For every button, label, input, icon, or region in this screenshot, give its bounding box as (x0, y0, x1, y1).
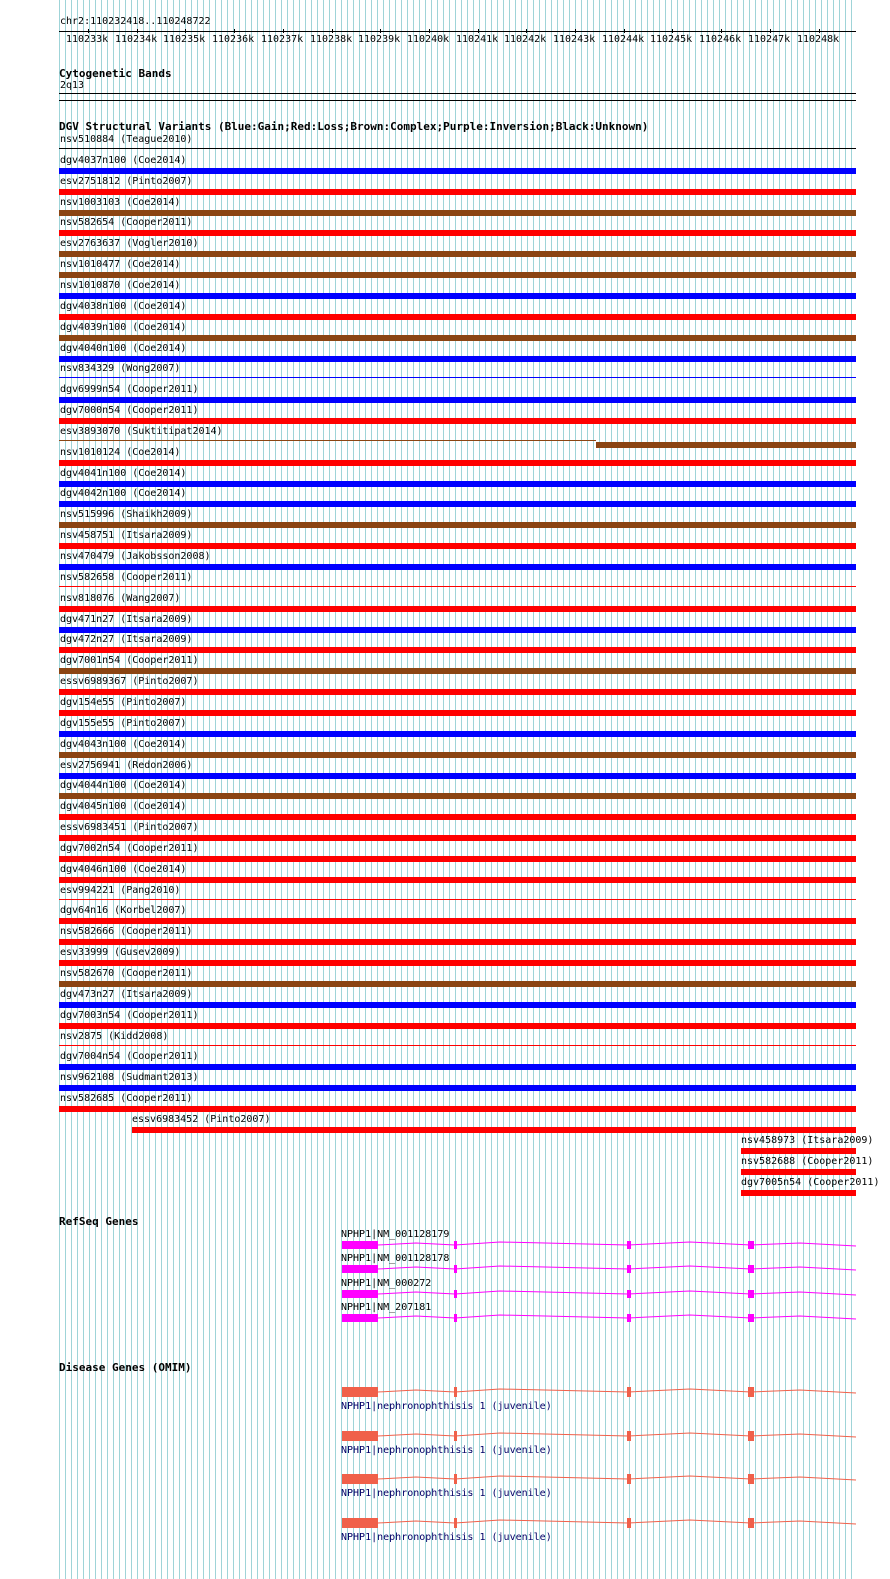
ruler-tick-label: 110247k (748, 34, 791, 45)
variant-label[interactable]: dgv4043n100 (Coe2014) (60, 739, 187, 750)
variant-label[interactable]: dgv4039n100 (Coe2014) (60, 322, 187, 333)
variant-label[interactable]: nsv582685 (Cooper2011) (60, 1093, 193, 1104)
ruler-tick-label: 110236k (212, 34, 255, 45)
exon (748, 1518, 754, 1528)
variant-label[interactable]: dgv473n27 (Itsara2009) (60, 989, 193, 1000)
variant-label[interactable]: esv994221 (Pang2010) (60, 885, 181, 896)
ruler-tick-label: 110238k (310, 34, 353, 45)
variant-label[interactable]: dgv472n27 (Itsara2009) (60, 634, 193, 645)
variant-label[interactable]: esv33999 (Gusev2009) (60, 947, 181, 958)
variant-label[interactable]: dgv4040n100 (Coe2014) (60, 343, 187, 354)
variant-label[interactable]: dgv471n27 (Itsara2009) (60, 614, 193, 625)
variant-label[interactable]: dgv4045n100 (Coe2014) (60, 801, 187, 812)
variant-label[interactable]: dgv6999n54 (Cooper2011) (60, 384, 199, 395)
variant-label[interactable]: nsv1003103 (Coe2014) (60, 197, 181, 208)
exon (454, 1518, 457, 1528)
exon (627, 1518, 631, 1528)
refseq-gene-label[interactable]: NPHP1|NM_001128178 (341, 1253, 450, 1264)
variant-label[interactable]: nsv582666 (Cooper2011) (60, 926, 193, 937)
variant-label[interactable]: nsv515996 (Shaikh2009) (60, 509, 193, 520)
variant-label[interactable]: nsv2875 (Kidd2008) (60, 1031, 169, 1042)
exon (342, 1518, 378, 1528)
variant-label[interactable]: dgv7003n54 (Cooper2011) (60, 1010, 199, 1021)
variant-label[interactable]: nsv834329 (Wong2007) (60, 363, 181, 374)
variant-label[interactable]: nsv1010870 (Coe2014) (60, 280, 181, 291)
variant-label[interactable]: nsv470479 (Jakobsson2008) (60, 551, 211, 562)
variant-label[interactable]: dgv4038n100 (Coe2014) (60, 301, 187, 312)
variant-label[interactable]: nsv962108 (Sudmant2013) (60, 1072, 199, 1083)
ruler-tick-label: 110237k (261, 34, 304, 45)
refseq-title: RefSeq Genes (59, 1215, 139, 1228)
ruler-location: chr2:110232418..110248722 (60, 16, 211, 27)
refseq-gene-label[interactable]: NPHP1|NM_001128179 (341, 1229, 450, 1240)
variant-label[interactable]: nsv510884 (Teague2010) (60, 134, 193, 145)
variant-label[interactable]: nsv1010124 (Coe2014) (60, 447, 181, 458)
variant-label[interactable]: essv6983452 (Pinto2007) (132, 1114, 271, 1125)
variant-label[interactable]: nsv582688 (Cooper2011) (741, 1156, 874, 1167)
ruler-tick-label: 110241k (456, 34, 499, 45)
dgv-title: DGV Structural Variants (Blue:Gain;Red:Loss;Brown:Complex;Purple:Inversion;Black:Unknown) (59, 120, 649, 133)
variant-label[interactable]: esv2756941 (Redon2006) (60, 760, 193, 771)
variant-label[interactable]: nsv458751 (Itsara2009) (60, 530, 193, 541)
variant-label[interactable]: dgv154e55 (Pinto2007) (60, 697, 187, 708)
omim-gene-label[interactable]: NPHP1|nephronophthisis 1 (juvenile) (341, 1401, 552, 1412)
variant-label[interactable]: dgv4046n100 (Coe2014) (60, 864, 187, 875)
variant-label[interactable]: nsv582654 (Cooper2011) (60, 217, 193, 228)
omim-gene-label[interactable]: NPHP1|nephronophthisis 1 (juvenile) (341, 1445, 552, 1456)
variant-label[interactable]: dgv7005n54 (Cooper2011) (741, 1177, 880, 1188)
ruler-tick-label: 110245k (650, 34, 693, 45)
variant-label[interactable]: nsv1010477 (Coe2014) (60, 259, 181, 270)
ruler-tick-label: 110235k (163, 34, 206, 45)
intron-line (378, 1520, 856, 1524)
variant-label[interactable]: dgv4042n100 (Coe2014) (60, 488, 187, 499)
variant-label[interactable]: essv6983451 (Pinto2007) (60, 822, 199, 833)
variant-label[interactable]: dgv7000n54 (Cooper2011) (60, 405, 199, 416)
variant-label[interactable]: nsv818076 (Wang2007) (60, 593, 181, 604)
refseq-gene-label[interactable]: NPHP1|NM_000272 (341, 1278, 432, 1289)
variant-label[interactable]: dgv7004n54 (Cooper2011) (60, 1051, 199, 1062)
ruler-tick-label: 110240k (407, 34, 450, 45)
ruler-tick-label: 110244k (602, 34, 645, 45)
variant-label[interactable]: nsv458973 (Itsara2009) (741, 1135, 874, 1146)
variant-label[interactable]: dgv155e55 (Pinto2007) (60, 718, 187, 729)
variant-label[interactable]: nsv582670 (Cooper2011) (60, 968, 193, 979)
ruler-tick-label: 110234k (115, 34, 158, 45)
ruler-tick-label: 110248k (797, 34, 840, 45)
ruler-tick-label: 110233k (66, 34, 109, 45)
refseq-gene-label[interactable]: NPHP1|NM_207181 (341, 1302, 432, 1313)
variant-label[interactable]: dgv7002n54 (Cooper2011) (60, 843, 199, 854)
variant-label[interactable]: dgv4041n100 (Coe2014) (60, 468, 187, 479)
variant-label[interactable]: essv6989367 (Pinto2007) (60, 676, 199, 687)
omim-gene-label[interactable]: NPHP1|nephronophthisis 1 (juvenile) (341, 1488, 552, 1499)
variant-label[interactable]: nsv582658 (Cooper2011) (60, 572, 193, 583)
ruler-tick-label: 110242k (504, 34, 547, 45)
omim-title: Disease Genes (OMIM) (59, 1361, 192, 1374)
cytoband-title: Cytogenetic Bands (59, 67, 172, 80)
variant-label[interactable]: dgv7001n54 (Cooper2011) (60, 655, 199, 666)
ruler-tick-label: 110243k (553, 34, 596, 45)
variant-label[interactable]: dgv4037n100 (Coe2014) (60, 155, 187, 166)
variant-label[interactable]: esv3893070 (Suktitipat2014) (60, 426, 223, 437)
variant-label[interactable]: dgv4044n100 (Coe2014) (60, 780, 187, 791)
ruler-tick-label: 110239k (358, 34, 401, 45)
ruler-tick-label: 110246k (699, 34, 742, 45)
omim-gene-label[interactable]: NPHP1|nephronophthisis 1 (juvenile) (341, 1532, 552, 1543)
variant-label[interactable]: esv2763637 (Vogler2010) (60, 238, 199, 249)
variant-label[interactable]: esv2751812 (Pinto2007) (60, 176, 193, 187)
variant-label[interactable]: dgv64n16 (Korbel2007) (60, 905, 187, 916)
cytoband-label: 2q13 (60, 80, 85, 91)
